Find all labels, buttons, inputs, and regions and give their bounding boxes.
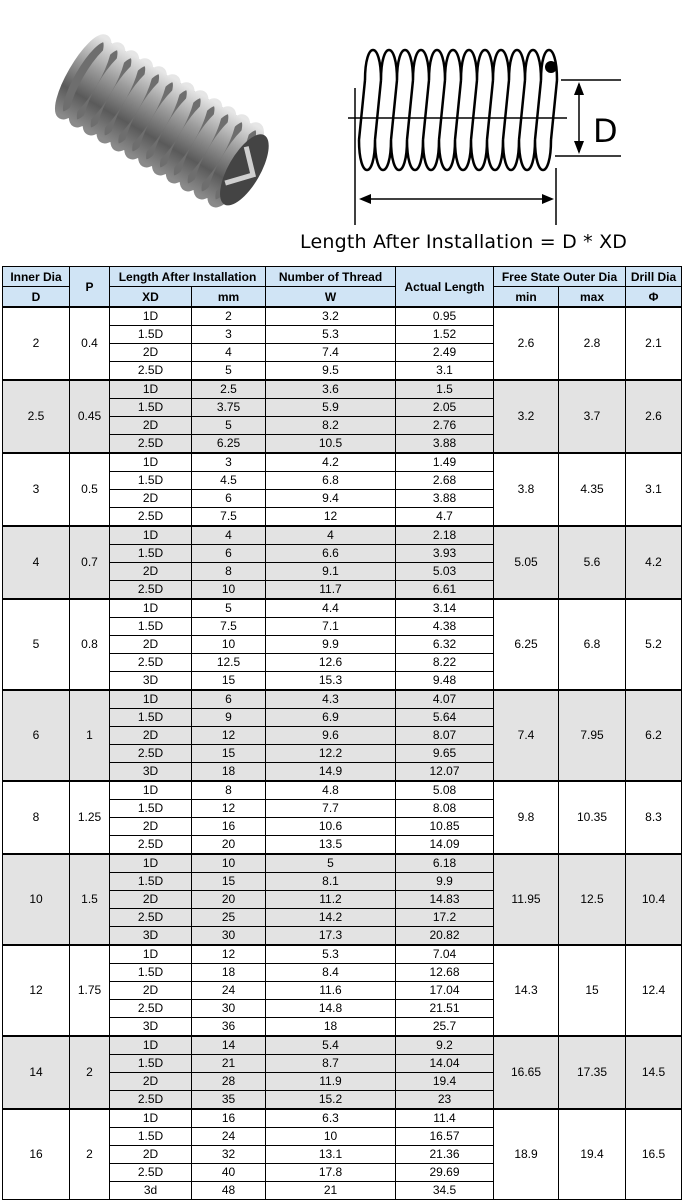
cell-mm: 18 — [192, 964, 266, 982]
cell-xd: 2.5D — [110, 1091, 192, 1110]
cell-threads: 15.3 — [266, 672, 396, 691]
cell-actual-length: 8.07 — [396, 727, 494, 745]
table-row — [3, 526, 682, 545]
cell-mm: 12 — [192, 800, 266, 818]
cell-outer-max: 7.95 — [559, 690, 626, 781]
size-group — [3, 380, 682, 453]
size-group — [3, 945, 682, 1036]
cell-outer-min: 2.6 — [494, 307, 559, 380]
cell-inner-dia: 12 — [3, 945, 70, 1036]
cell-threads: 4.4 — [266, 599, 396, 618]
cell-mm: 36 — [192, 1018, 266, 1037]
cell-mm: 7.5 — [192, 508, 266, 527]
cell-actual-length: 3.1 — [396, 362, 494, 381]
cell-pitch: 1.5 — [70, 854, 110, 945]
size-group — [3, 854, 682, 945]
cell-xd: 1.5D — [110, 545, 192, 563]
cell-mm: 6.25 — [192, 435, 266, 454]
cell-actual-length: 9.2 — [396, 1036, 494, 1055]
cell-xd: 2.5D — [110, 1164, 192, 1182]
cell-xd: 2.5D — [110, 581, 192, 600]
cell-mm: 3 — [192, 326, 266, 344]
cell-drill-dia: 8.3 — [626, 781, 682, 854]
cell-threads: 9.4 — [266, 490, 396, 508]
cell-inner-dia: 16 — [3, 1109, 70, 1200]
cell-threads: 15.2 — [266, 1091, 396, 1110]
cell-xd: 1.5D — [110, 800, 192, 818]
cell-threads: 9.5 — [266, 362, 396, 381]
cell-outer-max: 4.35 — [559, 453, 626, 526]
cell-actual-length: 12.68 — [396, 964, 494, 982]
size-group — [3, 1109, 682, 1200]
cell-mm: 4.5 — [192, 472, 266, 490]
cell-outer-max: 17.35 — [559, 1036, 626, 1109]
cell-threads: 7.4 — [266, 344, 396, 362]
cell-pitch: 0.5 — [70, 453, 110, 526]
cell-mm: 4 — [192, 526, 266, 545]
cell-xd: 3D — [110, 763, 192, 782]
cell-outer-min: 18.9 — [494, 1109, 559, 1200]
cell-outer-max: 10.35 — [559, 781, 626, 854]
cell-xd: 2.5D — [110, 654, 192, 672]
cell-mm: 28 — [192, 1073, 266, 1091]
cell-actual-length: 17.04 — [396, 982, 494, 1000]
table-row — [3, 380, 682, 399]
cell-outer-min: 14.3 — [494, 945, 559, 1036]
cell-xd: 2D — [110, 417, 192, 435]
cell-threads: 10.5 — [266, 435, 396, 454]
cell-threads: 3.6 — [266, 380, 396, 399]
cell-mm: 16 — [192, 818, 266, 836]
cell-actual-length: 2.49 — [396, 344, 494, 362]
table-row — [3, 854, 682, 873]
cell-xd: 3d — [110, 1182, 192, 1200]
col-free-state: Free State Outer Dia — [494, 267, 626, 287]
cell-threads: 13.1 — [266, 1146, 396, 1164]
cell-mm: 3 — [192, 453, 266, 472]
cell-xd: 1D — [110, 526, 192, 545]
cell-mm: 40 — [192, 1164, 266, 1182]
cell-threads: 5.9 — [266, 399, 396, 417]
cell-xd: 2.5D — [110, 435, 192, 454]
cell-outer-max: 6.8 — [559, 599, 626, 690]
cell-drill-dia: 12.4 — [626, 945, 682, 1036]
cell-threads: 14.8 — [266, 1000, 396, 1018]
cell-xd: 1.5D — [110, 1055, 192, 1073]
cell-threads: 5.3 — [266, 945, 396, 964]
table-row — [3, 1109, 682, 1128]
cell-outer-min: 3.2 — [494, 380, 559, 453]
cell-outer-max: 19.4 — [559, 1109, 626, 1200]
cell-actual-length: 6.61 — [396, 581, 494, 600]
cell-threads: 17.8 — [266, 1164, 396, 1182]
cell-threads: 12.6 — [266, 654, 396, 672]
cell-inner-dia: 2.5 — [3, 380, 70, 453]
cell-actual-length: 3.88 — [396, 490, 494, 508]
cell-threads: 8.2 — [266, 417, 396, 435]
cell-actual-length: 7.04 — [396, 945, 494, 964]
cell-xd: 1D — [110, 1036, 192, 1055]
cell-actual-length: 1.52 — [396, 326, 494, 344]
cell-actual-length: 0.95 — [396, 307, 494, 326]
spec-table — [2, 266, 682, 1200]
table-row — [3, 599, 682, 618]
cell-mm: 6 — [192, 690, 266, 709]
cell-threads: 6.3 — [266, 1109, 396, 1128]
cell-threads: 9.6 — [266, 727, 396, 745]
cell-actual-length: 5.03 — [396, 563, 494, 581]
cell-outer-max: 3.7 — [559, 380, 626, 453]
cell-threads: 18 — [266, 1018, 396, 1037]
cell-xd: 2D — [110, 1146, 192, 1164]
cell-xd: 1.5D — [110, 873, 192, 891]
cell-actual-length: 2.05 — [396, 399, 494, 417]
cell-drill-dia: 4.2 — [626, 526, 682, 599]
cell-actual-length: 20.82 — [396, 927, 494, 946]
cell-actual-length: 2.68 — [396, 472, 494, 490]
cell-threads: 17.3 — [266, 927, 396, 946]
cell-threads: 3.2 — [266, 307, 396, 326]
cell-mm: 2.5 — [192, 380, 266, 399]
cell-inner-dia: 14 — [3, 1036, 70, 1109]
dimension-d-label: D — [593, 112, 618, 150]
cell-xd: 2D — [110, 818, 192, 836]
cell-actual-length: 3.88 — [396, 435, 494, 454]
table-row — [3, 945, 682, 964]
size-group — [3, 453, 682, 526]
cell-mm: 2 — [192, 307, 266, 326]
cell-actual-length: 25.7 — [396, 1018, 494, 1037]
cell-mm: 30 — [192, 927, 266, 946]
cell-actual-length: 9.48 — [396, 672, 494, 691]
cell-threads: 11.6 — [266, 982, 396, 1000]
size-group — [3, 1036, 682, 1109]
cell-xd: 2D — [110, 563, 192, 581]
size-group — [3, 307, 682, 380]
cell-outer-min: 5.05 — [494, 526, 559, 599]
cell-actual-length: 5.64 — [396, 709, 494, 727]
cell-actual-length: 1.49 — [396, 453, 494, 472]
cell-mm: 15 — [192, 745, 266, 763]
cell-threads: 5.4 — [266, 1036, 396, 1055]
cell-xd: 2.5D — [110, 836, 192, 855]
cell-outer-max: 2.8 — [559, 307, 626, 380]
cell-pitch: 0.45 — [70, 380, 110, 453]
thread-insert-diagram — [345, 0, 675, 225]
cell-xd: 2D — [110, 891, 192, 909]
cell-actual-length: 14.04 — [396, 1055, 494, 1073]
cell-mm: 35 — [192, 1091, 266, 1110]
cell-xd: 1.5D — [110, 964, 192, 982]
cell-outer-min: 7.4 — [494, 690, 559, 781]
cell-mm: 9 — [192, 709, 266, 727]
cell-mm: 5 — [192, 417, 266, 435]
cell-mm: 4 — [192, 344, 266, 362]
cell-pitch: 1.25 — [70, 781, 110, 854]
cell-mm: 15 — [192, 873, 266, 891]
cell-mm: 32 — [192, 1146, 266, 1164]
cell-xd: 1D — [110, 453, 192, 472]
cell-actual-length: 4.38 — [396, 618, 494, 636]
cell-actual-length: 23 — [396, 1091, 494, 1110]
cell-mm: 5 — [192, 599, 266, 618]
cell-xd: 3D — [110, 1018, 192, 1037]
cell-drill-dia: 6.2 — [626, 690, 682, 781]
cell-drill-dia: 2.6 — [626, 380, 682, 453]
cell-xd: 2D — [110, 727, 192, 745]
cell-outer-min: 3.8 — [494, 453, 559, 526]
cell-inner-dia: 5 — [3, 599, 70, 690]
cell-mm: 15 — [192, 672, 266, 691]
cell-xd: 1.5D — [110, 618, 192, 636]
cell-outer-min: 6.25 — [494, 599, 559, 690]
cell-threads: 9.9 — [266, 636, 396, 654]
cell-threads: 6.6 — [266, 545, 396, 563]
cell-actual-length: 6.18 — [396, 854, 494, 873]
cell-threads: 5.3 — [266, 326, 396, 344]
cell-xd: 1D — [110, 690, 192, 709]
cell-threads: 21 — [266, 1182, 396, 1200]
cell-actual-length: 12.07 — [396, 763, 494, 782]
cell-threads: 9.1 — [266, 563, 396, 581]
col-p: P — [70, 267, 110, 308]
cell-actual-length: 29.69 — [396, 1164, 494, 1182]
cell-actual-length: 17.2 — [396, 909, 494, 927]
cell-threads: 5 — [266, 854, 396, 873]
table-row — [3, 690, 682, 709]
cell-threads: 4 — [266, 526, 396, 545]
cell-mm: 7.5 — [192, 618, 266, 636]
table-row — [3, 1036, 682, 1055]
cell-xd: 1D — [110, 781, 192, 800]
cell-actual-length: 16.57 — [396, 1128, 494, 1146]
col-xd: XD — [110, 287, 192, 308]
cell-outer-min: 9.8 — [494, 781, 559, 854]
col-d: D — [3, 287, 70, 308]
cell-actual-length: 4.7 — [396, 508, 494, 527]
cell-actual-length: 2.76 — [396, 417, 494, 435]
cell-xd: 2D — [110, 490, 192, 508]
cell-mm: 14 — [192, 1036, 266, 1055]
cell-xd: 2.5D — [110, 909, 192, 927]
cell-actual-length: 6.32 — [396, 636, 494, 654]
cell-drill-dia: 14.5 — [626, 1036, 682, 1109]
cell-mm: 10 — [192, 636, 266, 654]
thread-insert-photo — [0, 0, 300, 230]
cell-mm: 6 — [192, 490, 266, 508]
cell-mm: 12 — [192, 945, 266, 964]
col-inner-dia: Inner Dia — [3, 267, 70, 287]
cell-pitch: 0.7 — [70, 526, 110, 599]
cell-xd: 1D — [110, 945, 192, 964]
cell-inner-dia: 8 — [3, 781, 70, 854]
cell-pitch: 0.8 — [70, 599, 110, 690]
col-num-thread: Number of Thread — [266, 267, 396, 287]
cell-drill-dia: 3.1 — [626, 453, 682, 526]
cell-xd: 2.5D — [110, 508, 192, 527]
cell-actual-length: 3.93 — [396, 545, 494, 563]
cell-drill-dia: 10.4 — [626, 854, 682, 945]
cell-xd: 1D — [110, 599, 192, 618]
cell-mm: 21 — [192, 1055, 266, 1073]
cell-actual-length: 21.36 — [396, 1146, 494, 1164]
cell-threads: 11.9 — [266, 1073, 396, 1091]
col-max: max — [559, 287, 626, 308]
cell-threads: 12 — [266, 508, 396, 527]
col-drill-dia: Drill Dia — [626, 267, 682, 287]
cell-xd: 2D — [110, 1073, 192, 1091]
cell-xd: 1.5D — [110, 326, 192, 344]
cell-xd: 1.5D — [110, 709, 192, 727]
cell-inner-dia: 10 — [3, 854, 70, 945]
cell-mm: 16 — [192, 1109, 266, 1128]
cell-pitch: 2 — [70, 1036, 110, 1109]
cell-actual-length: 8.22 — [396, 654, 494, 672]
cell-threads: 6.8 — [266, 472, 396, 490]
cell-actual-length: 2.18 — [396, 526, 494, 545]
cell-threads: 14.9 — [266, 763, 396, 782]
cell-mm: 25 — [192, 909, 266, 927]
cell-pitch: 0.4 — [70, 307, 110, 380]
cell-threads: 8.1 — [266, 873, 396, 891]
cell-threads: 14.2 — [266, 909, 396, 927]
cell-pitch: 1 — [70, 690, 110, 781]
cell-actual-length: 8.08 — [396, 800, 494, 818]
cell-threads: 4.2 — [266, 453, 396, 472]
cell-actual-length: 34.5 — [396, 1182, 494, 1200]
cell-mm: 3.75 — [192, 399, 266, 417]
cell-xd: 2D — [110, 344, 192, 362]
col-phi: Φ — [626, 287, 682, 308]
cell-actual-length: 14.83 — [396, 891, 494, 909]
cell-actual-length: 21.51 — [396, 1000, 494, 1018]
cell-xd: 1.5D — [110, 1128, 192, 1146]
cell-drill-dia: 5.2 — [626, 599, 682, 690]
cell-actual-length: 3.14 — [396, 599, 494, 618]
cell-threads: 12.2 — [266, 745, 396, 763]
cell-threads: 11.2 — [266, 891, 396, 909]
cell-mm: 10 — [192, 854, 266, 873]
cell-inner-dia: 4 — [3, 526, 70, 599]
cell-outer-max: 12.5 — [559, 854, 626, 945]
cell-threads: 6.9 — [266, 709, 396, 727]
cell-inner-dia: 3 — [3, 453, 70, 526]
cell-mm: 12 — [192, 727, 266, 745]
cell-xd: 1D — [110, 1109, 192, 1128]
cell-inner-dia: 2 — [3, 307, 70, 380]
cell-mm: 10 — [192, 581, 266, 600]
cell-xd: 3D — [110, 927, 192, 946]
cell-xd: 2D — [110, 982, 192, 1000]
cell-actual-length: 4.07 — [396, 690, 494, 709]
cell-drill-dia: 16.5 — [626, 1109, 682, 1200]
cell-threads: 13.5 — [266, 836, 396, 855]
cell-xd: 2.5D — [110, 745, 192, 763]
cell-threads: 10.6 — [266, 818, 396, 836]
cell-outer-max: 5.6 — [559, 526, 626, 599]
table-row — [3, 781, 682, 800]
cell-xd: 3D — [110, 672, 192, 691]
col-length-after: Length After Installation — [110, 267, 266, 287]
table-row — [3, 453, 682, 472]
cell-actual-length: 10.85 — [396, 818, 494, 836]
cell-mm: 18 — [192, 763, 266, 782]
cell-outer-min: 16.65 — [494, 1036, 559, 1109]
size-group — [3, 690, 682, 781]
cell-xd: 1D — [110, 307, 192, 326]
cell-outer-min: 11.95 — [494, 854, 559, 945]
table-row — [3, 307, 682, 326]
cell-threads: 4.8 — [266, 781, 396, 800]
cell-mm: 20 — [192, 836, 266, 855]
cell-mm: 6 — [192, 545, 266, 563]
cell-actual-length: 5.08 — [396, 781, 494, 800]
cell-threads: 8.7 — [266, 1055, 396, 1073]
cell-actual-length: 14.09 — [396, 836, 494, 855]
col-min: min — [494, 287, 559, 308]
cell-threads: 7.7 — [266, 800, 396, 818]
col-actual-length: Actual Length — [396, 267, 494, 308]
cell-pitch: 1.75 — [70, 945, 110, 1036]
cell-mm: 8 — [192, 563, 266, 581]
cell-actual-length: 1.5 — [396, 380, 494, 399]
cell-threads: 4.3 — [266, 690, 396, 709]
col-mm: mm — [192, 287, 266, 308]
col-w: W — [266, 287, 396, 308]
cell-actual-length: 9.9 — [396, 873, 494, 891]
cell-xd: 1D — [110, 854, 192, 873]
cell-xd: 2.5D — [110, 362, 192, 381]
cell-actual-length: 11.4 — [396, 1109, 494, 1128]
cell-mm: 8 — [192, 781, 266, 800]
header-illustrations — [0, 0, 683, 266]
cell-pitch: 2 — [70, 1109, 110, 1200]
cell-drill-dia: 2.1 — [626, 307, 682, 380]
length-formula: Length After Installation = D * XD — [300, 231, 628, 253]
cell-xd: 1D — [110, 380, 192, 399]
cell-xd: 2.5D — [110, 1000, 192, 1018]
cell-mm: 5 — [192, 362, 266, 381]
cell-mm: 24 — [192, 982, 266, 1000]
cell-xd: 1.5D — [110, 399, 192, 417]
cell-mm: 20 — [192, 891, 266, 909]
cell-actual-length: 9.65 — [396, 745, 494, 763]
cell-threads: 7.1 — [266, 618, 396, 636]
cell-mm: 24 — [192, 1128, 266, 1146]
cell-threads: 8.4 — [266, 964, 396, 982]
cell-threads: 11.7 — [266, 581, 396, 600]
cell-threads: 10 — [266, 1128, 396, 1146]
size-group — [3, 781, 682, 854]
size-group — [3, 599, 682, 690]
cell-actual-length: 19.4 — [396, 1073, 494, 1091]
cell-xd: 1.5D — [110, 472, 192, 490]
cell-xd: 2D — [110, 636, 192, 654]
cell-inner-dia: 6 — [3, 690, 70, 781]
cell-outer-max: 15 — [559, 945, 626, 1036]
size-group — [3, 526, 682, 599]
cell-mm: 48 — [192, 1182, 266, 1200]
cell-mm: 30 — [192, 1000, 266, 1018]
cell-mm: 12.5 — [192, 654, 266, 672]
